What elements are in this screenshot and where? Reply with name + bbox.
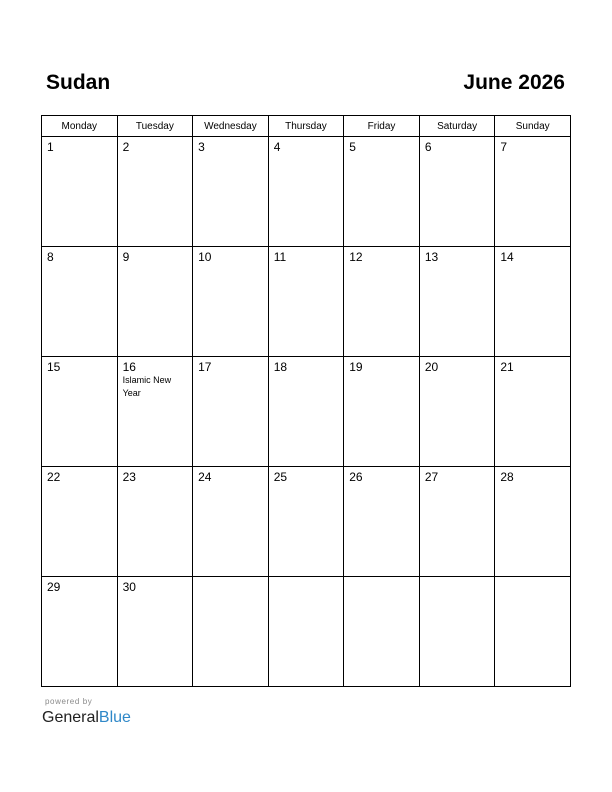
day-number: 6	[424, 140, 432, 154]
week-row	[42, 357, 571, 467]
day-cell	[495, 137, 571, 247]
day-number: 11	[273, 250, 287, 264]
day-number: 8	[47, 250, 54, 264]
day-cell	[42, 357, 118, 467]
week-row	[42, 137, 571, 247]
day-cell	[344, 577, 420, 687]
day-number: 10	[198, 250, 212, 264]
weekday-header-sunday: Sunday	[495, 116, 571, 137]
day-number: 29	[47, 580, 61, 594]
weekday-header-wednesday: Wednesday	[193, 116, 269, 137]
day-number: 16	[122, 360, 136, 374]
day-cell	[419, 137, 495, 247]
day-cell	[344, 247, 420, 357]
day-number	[193, 577, 268, 580]
day-number: 1	[47, 140, 54, 154]
day-number: 26	[349, 470, 363, 484]
holiday-label: Islamic New Year	[122, 375, 172, 398]
week-row	[42, 577, 571, 687]
powered-by-label: powered by	[45, 697, 93, 706]
day-cell	[42, 137, 118, 247]
day-number: 25	[273, 470, 288, 484]
day-number: 3	[198, 140, 205, 154]
day-cell	[117, 357, 193, 467]
day-cell	[419, 467, 495, 577]
day-number	[495, 577, 570, 580]
day-cell	[268, 137, 344, 247]
day-cell	[117, 467, 193, 577]
month-year-title: June 2026	[463, 71, 565, 94]
day-cell	[193, 247, 269, 357]
day-number: 20	[424, 360, 439, 374]
day-number: 14	[500, 250, 514, 264]
day-cell	[193, 357, 269, 467]
day-cell	[42, 577, 118, 687]
day-number: 12	[349, 250, 363, 264]
day-number: 23	[122, 470, 136, 484]
day-number: 27	[424, 470, 439, 484]
day-number	[344, 577, 419, 580]
day-number: 15	[47, 360, 61, 374]
day-cell	[117, 137, 193, 247]
weekday-header-friday: Friday	[344, 116, 420, 137]
day-cell	[268, 247, 344, 357]
day-cell	[495, 467, 571, 577]
country-title: Sudan	[46, 71, 111, 94]
brand-part-blue: Blue	[98, 709, 131, 726]
day-number: 21	[500, 360, 514, 374]
day-cell	[117, 577, 193, 687]
week-row	[42, 247, 571, 357]
day-cell	[344, 467, 420, 577]
day-cell	[117, 247, 193, 357]
day-cell	[419, 577, 495, 687]
day-number: 18	[273, 360, 288, 374]
weekday-header-row	[42, 116, 571, 137]
day-cell	[419, 247, 495, 357]
day-number: 9	[122, 250, 130, 264]
day-number: 5	[349, 140, 356, 154]
weekday-header-tuesday: Tuesday	[117, 116, 193, 137]
day-cell	[495, 577, 571, 687]
calendar-grid	[41, 115, 571, 687]
day-cell	[268, 467, 344, 577]
day-cell	[495, 357, 571, 467]
day-cell	[193, 467, 269, 577]
day-number: 22	[47, 470, 61, 484]
weekday-header-thursday: Thursday	[268, 116, 344, 137]
day-number: 19	[349, 360, 363, 374]
day-number	[269, 577, 344, 580]
day-cell	[268, 577, 344, 687]
day-number: 24	[198, 470, 212, 484]
day-cell	[419, 357, 495, 467]
weekday-header-saturday: Saturday	[419, 116, 495, 137]
week-row	[42, 467, 571, 577]
day-number	[420, 577, 495, 580]
day-number: 17	[198, 360, 212, 374]
day-cell	[495, 247, 571, 357]
day-cell	[193, 137, 269, 247]
day-number: 30	[122, 580, 136, 594]
generalblue-logo[interactable]	[42, 708, 131, 728]
day-number: 13	[424, 250, 439, 264]
day-cell	[42, 247, 118, 357]
day-cell	[193, 577, 269, 687]
day-number: 2	[122, 140, 130, 154]
weekday-header-monday: Monday	[42, 116, 118, 137]
day-cell	[344, 357, 420, 467]
day-cell	[344, 137, 420, 247]
day-number: 28	[500, 470, 514, 484]
day-cell	[42, 467, 118, 577]
day-cell	[268, 357, 344, 467]
day-number: 7	[500, 140, 508, 154]
day-number: 4	[273, 140, 281, 154]
brand-part-general: General	[42, 709, 99, 726]
